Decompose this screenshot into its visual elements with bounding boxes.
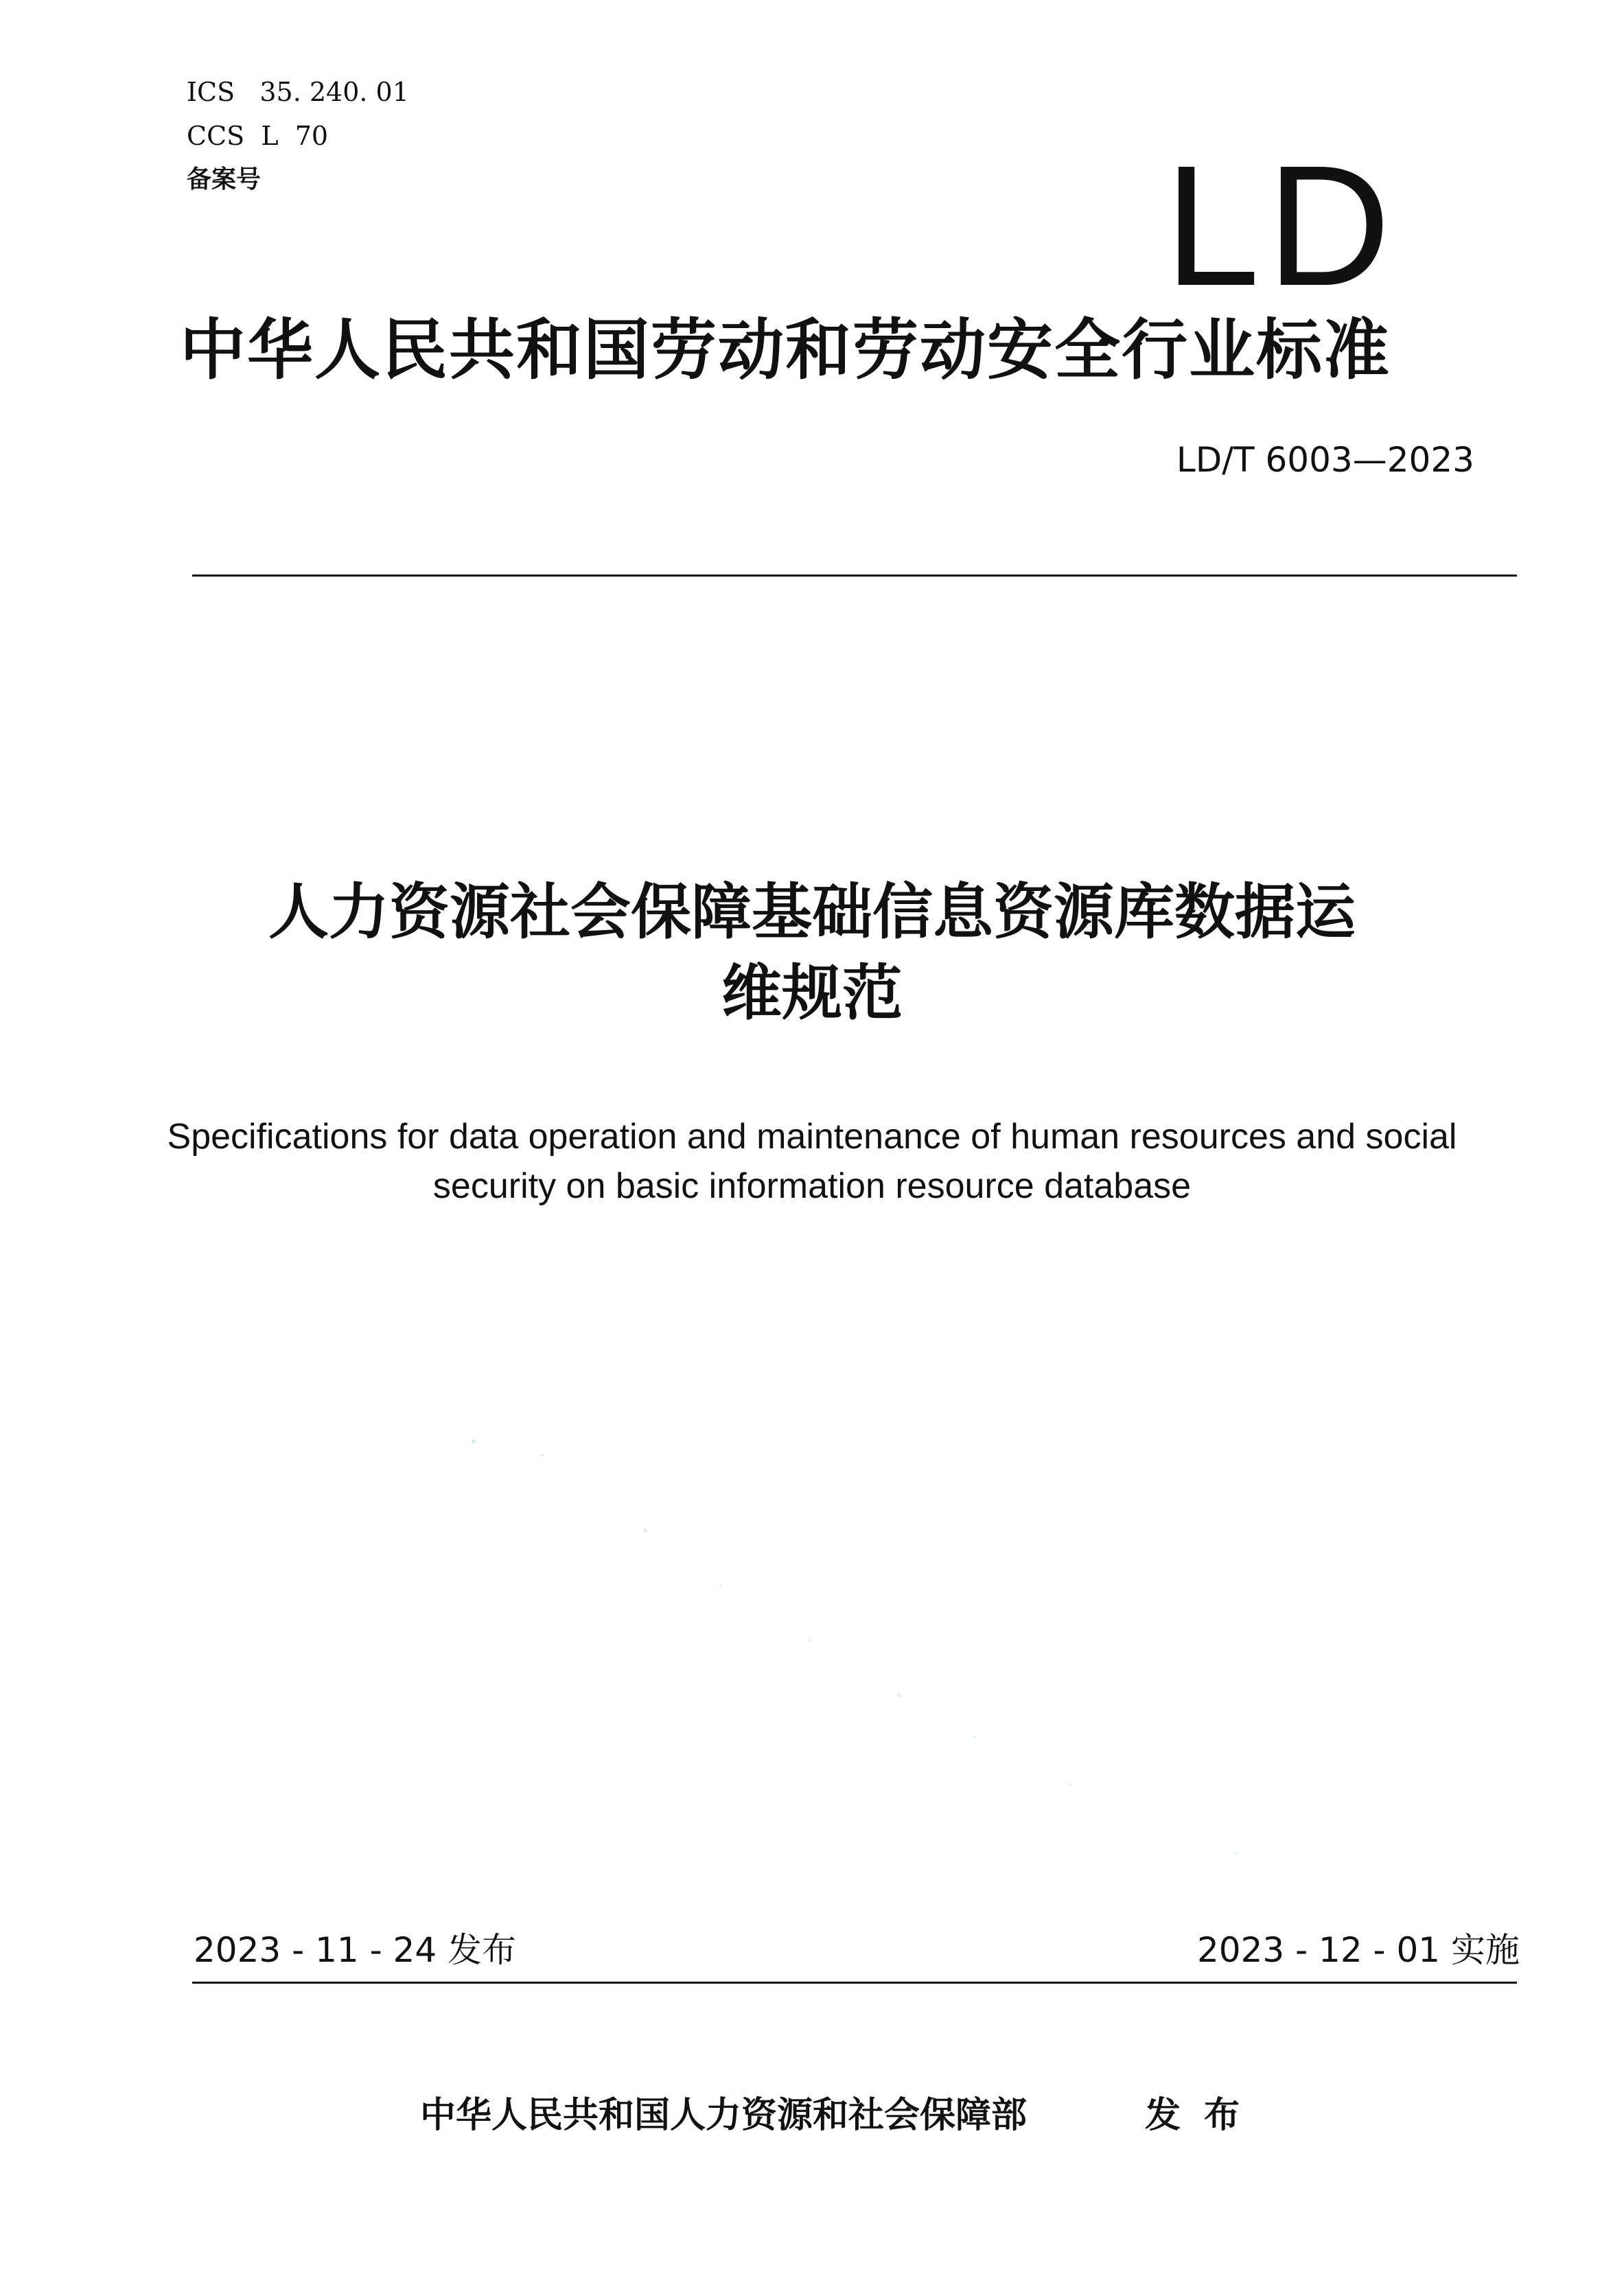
standard-code: LD/T 6003—2023 <box>1176 440 1474 480</box>
ccs-code: CCS L 70 <box>187 121 329 151</box>
issue-date: 2023 - 11 - 24 发布 <box>194 1930 517 1970</box>
header-divider <box>192 575 1517 577</box>
implementation-date: 2023 - 12 - 01 实施 <box>1196 1930 1520 1970</box>
standard-category-title: 中华人民共和国劳动和劳动安全行业标准 <box>180 312 1391 389</box>
ld-logo: LD <box>1164 130 1397 321</box>
record-number-label: 备案号 <box>187 165 262 194</box>
footer-divider <box>192 1982 1517 1984</box>
issuing-authority: 中华人民共和国人力资源和社会保障部 <box>420 2095 1028 2136</box>
document-title-zh-line-1: 人力资源社会保障基础信息资源库数据运 <box>268 877 1356 947</box>
document-title-en-line-2: security on basic information resource database <box>432 1166 1192 1206</box>
document-title-zh <box>137 872 1487 1034</box>
issue-action: 发布 <box>1145 2095 1264 2136</box>
document-title-en <box>137 1112 1487 1211</box>
ics-code: ICS 35. 240. 01 <box>187 77 409 107</box>
document-title-zh-line-2: 维规范 <box>721 958 903 1028</box>
document-title-en-line-1: Specifications for data operation and maintenance of human resources and social <box>167 1117 1457 1157</box>
